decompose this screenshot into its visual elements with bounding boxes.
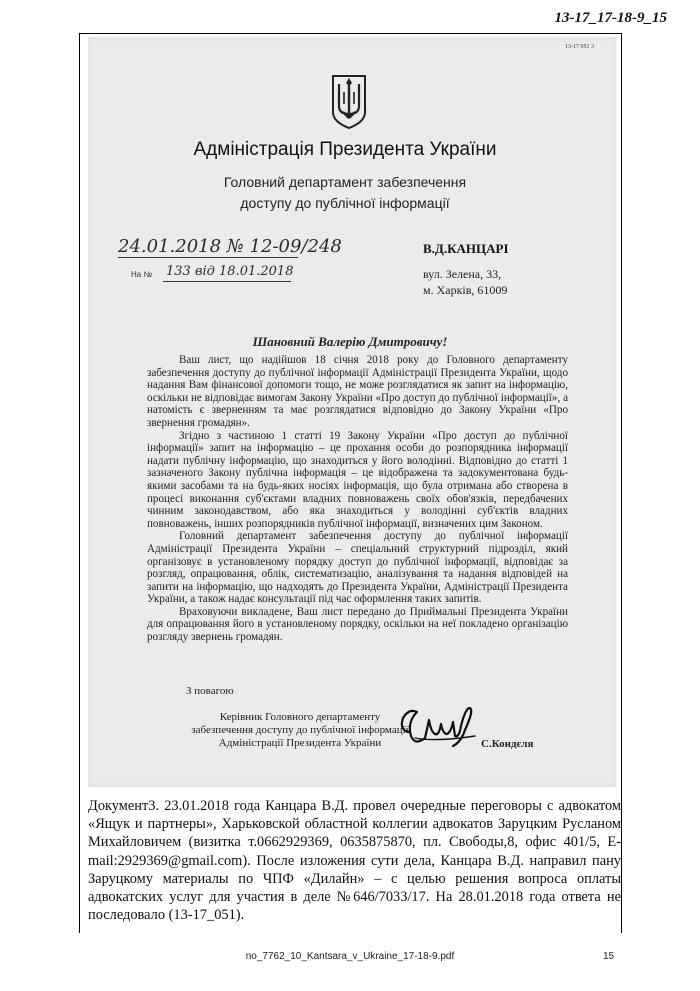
paragraph: Враховуючи викладене, Ваш лист передано до Приймальні Президента України для опрацювання його в установленому порядку, оскільки на неї покладено організацію розгляду звернень громадян. xyxy=(147,605,568,644)
closing: З повагою xyxy=(186,685,234,697)
annotation-note xyxy=(88,797,621,924)
footer-page-number: 15 xyxy=(603,951,615,962)
outgoing-registration: 24.01.2018 № 12-09/248 xyxy=(118,236,342,257)
handwritten-signature-icon xyxy=(395,702,480,750)
footer-filename: no_7762_10_Kantsara_v_Ukraine_17-18-9.pdf xyxy=(245,951,455,962)
page-identifier: 13-17_17-18-9_15 xyxy=(554,10,667,26)
organization-name: Адміністрація Президента України xyxy=(193,139,497,160)
incoming-underline xyxy=(163,281,291,282)
signatory-title-line-1: Керівник Головного департаменту xyxy=(219,711,381,723)
department-line-2: доступу до публічної інформації xyxy=(240,195,450,211)
incoming-label: На № xyxy=(131,270,153,279)
note-text: Документ3. 23.01.2018 года Канцара В.Д. провел очередные переговоры с адвокатом «Ящук и партнеры», Харьковской областной коллегии адвокатов Заруцким Русланом Михайловичем (визитка т.0662929369, 0635875870, пл. Свободы,8, офис 401/5, E-mail:2929369@gmail.com). После изложения сути дела, Канцара В.Д. направил пану Заруцкому материалы по ЧПФ «Дилайн» – с целью решения вопроса оплаты адвокатских услуг для участия в деле №646/7033/17. На 28.01.2018 года ответа не последовало (13-17_051). xyxy=(88,798,621,924)
outgoing-underline xyxy=(118,257,298,258)
frame-line-left xyxy=(79,33,80,933)
signatory-title-line-3: Адміністрації Президента України xyxy=(218,737,382,749)
addressee-city: м. Харків, 61009 xyxy=(423,283,508,297)
frame-line-right xyxy=(621,33,622,933)
addressee-name: В.Д.КАНЦАРІ xyxy=(423,241,509,256)
paragraph: Головний департамент забезпечення доступу до публічної інформації Адміністрації Президента України – спеціальний структурний підрозділ, який організовує в установленому порядку доступ до публічної інформації, відповідає за розгляд, опрацювання, облік, систематизацію, аналізування та надання відповідей на запити на інформацію, що надходять до Президента України, Адміністрації Президента України, а також надає консультації під час оформлення таких запитів. xyxy=(147,530,568,606)
paragraph: Згідно з частиною 1 статті 19 Закону України «Про доступ до публічної інформації» запит на інформацію – це прохання особи до розпорядника інформації надати публічну інформацію, що знаходиться у його володінні. Відповідно до статті 1 зазначеного Закону публічна інформація – це відображена та задокументована будь-якими засобами та на будь-яких носіях інформація, що була отримана або створена в процесі виконання суб'єктами владних повноважень своїх обов'язків, передбачених чинним законодавством, або яка знаходиться у володінні суб'єктів владних повноважень, інших розпорядників публічної інформації, визначених цим Законом. xyxy=(147,429,568,530)
scan-reference-number: 13-17 051 3 xyxy=(565,44,594,50)
addressee-street: вул. Зелена, 33, xyxy=(423,267,502,281)
department-name xyxy=(150,172,540,214)
incoming-registration: 133 від 18.01.2018 xyxy=(166,264,294,279)
signatory-title-line-2: забезпечення доступу до публічної інформації xyxy=(191,724,409,736)
addressee-address xyxy=(423,266,507,298)
frame-line-top xyxy=(79,33,622,34)
signatory-title xyxy=(175,711,425,750)
signatory-name: С.Кондєля xyxy=(481,738,534,750)
department-line-1: Головний департамент забезпечення xyxy=(223,174,467,190)
greeting: Шановний Валерію Дмитровичу! xyxy=(252,334,448,349)
trident-emblem-icon xyxy=(329,72,369,130)
paragraph: Ваш лист, що надійшов 18 січня 2018 року до Головного департаменту забезпечення доступу до публічної інформації Адміністрації Президента України, щодо надання Вам фінансової допомоги тощо, не може розглядатися як запит на інформацію, оскільки не відповідає вимогам Закону України «Про доступ до публічної інформації», а натомість є зверненням та має розглядатися відповідно до Закону України «Про звернення громадян». xyxy=(147,354,568,429)
letter-body xyxy=(147,354,568,644)
